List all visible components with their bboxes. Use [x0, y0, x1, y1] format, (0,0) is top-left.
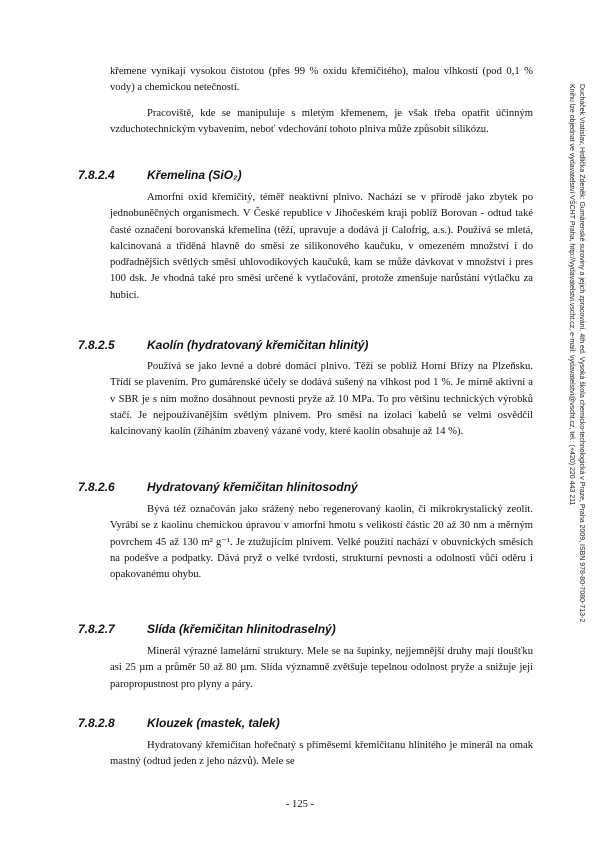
section-title: Slída (křemičitan hlinitodraselný): [147, 622, 336, 636]
section-text-hlinitosodny: Bývá též označován jako srážený nebo regenerovaný kaolin, či mikrokrystalický zeolit. Vyrábí se z kaolinu chemickou úpravou v amorfní hmotu s velikostí částic 20 až 30 nm a měrným povrchem 45 až 130 m² g⁻¹. Je ztužujícím plnivem. Velké použití nachází v obuvnických směsích na podešve a podpatky. Dává pryž o velké tvrdosti, strukturní pevnosti a odolnosti vůči oděru i opakovanému ohybu.: [110, 504, 533, 581]
section-title: Křemelina (SiO₂): [147, 168, 242, 182]
section-title: Hydratovaný křemičitan hlinitosodný: [147, 480, 358, 494]
sidebar-order-info: Knihu lze objednat ve vydavatelství VŠCHT Praha, http://vydavatelstvi.vscht.cz, e-mail: vydavatelstvi@vscht.cz, tel.: (+420) 220 443 211: [568, 84, 575, 506]
section-number: 7.8.2.7: [78, 622, 115, 636]
copyright-sidebar: [560, 84, 586, 734]
sidebar-citation: Ducháček Vratislav, Hrdlička Zdeněk: Gumárenské suroviny a jejich zpracování. 4th ed. Vysoká škola chemicko-technologická v Praze, Praha 2009, ISBN 978-80-7080-713-2: [578, 84, 585, 623]
section-number: 7.8.2.8: [78, 716, 115, 730]
section-number: 7.8.2.5: [78, 338, 115, 352]
section-text-krenelina: Amorfní oxid křemičitý, téměř neaktivní plnivo. Nachází se v přírodě jako zbytek po jednobuněčných organismech. V České republice v Jihočeském kraji poblíž Borovan - odtud také časté označení borovanská křemelina (těží, upravuje a dodává ji Calofrig, a.s.). Používá se mletá, kalcinovaná a tříděná hlavně do směsí ze silikonového kaučuku, v omezeném množství i do podřadnějších světlých směsí uhlovodíkových kaučuků, kam se může dávkovat v množství i pres 100 dsk. Je vhodná také pro směsi určené k vytlačování, protože zmenšuje narůstání výtlačku za hubicí.: [110, 192, 533, 301]
section-heading-kaolin: [78, 338, 368, 352]
section-title: Klouzek (mastek, talek): [147, 716, 280, 730]
section-heading-klouzek: [78, 716, 280, 730]
section-title: Kaolín (hydratovaný křemičitan hlinitý): [147, 338, 369, 352]
paragraph-quartz-purity: křemene vynikají vysokou čistotou (přes 99 % oxidu křemičitého), malou vlhkostí (pod 0,1 % vody) a chemickou netečností.: [110, 66, 533, 94]
page-number: - 125 -: [285, 799, 315, 810]
section-text-slida: Minerál výrazné lamelární struktury. Mele se na šupinky, nejjemnější druhy mají tloušťku asi 25 µm a průměr 50 až 80 µm. Slída významně zvětšuje tepelnou odolnost pryže a snižuje její paropropustnost pro plyny a páry.: [110, 646, 533, 690]
section-number: 7.8.2.6: [78, 480, 115, 494]
section-number: 7.8.2.4: [78, 168, 115, 182]
paragraph-quartz-silicosis: Pracoviště, kde se manipuluje s mletým křemenem, je však třeba opatřit účinným vzduchotechnickým vybavením, neboť vdechování tohoto plniva může způsobit silikózu.: [110, 108, 533, 136]
section-text-kaolin: Používá se jako levné a dobré domácí plnivo. Těží se poblíž Horní Břízy na Plzeňsku. Třídí se plavením. Pro gumárenské účely se dodává sušený na vlhkost pod 1 %. Je mírně aktivní a v SBR je s ním možno dosáhnout pevnosti pryže až 10 MPa. To pro většinu technických výrobků stačí. Je nejpoužívanějším světlým plnivem. Pro směsi na izolaci kabelů se velmi osvědčil kalcinovaný kaolín (žíháním zbavený vázané vody, které kaolín obsahuje až 14 %).: [110, 361, 533, 438]
section-heading-hlinitosodny: [78, 480, 358, 494]
section-heading-slida: [78, 622, 336, 636]
section-heading-krenelina: [78, 168, 242, 182]
section-text-klouzek: Hydratovaný křemičitan hořečnatý s příměsemi křemičitanu hlinitého je minerál na omak mastný (odtud jeden z jeho názvů). Mele se: [110, 740, 533, 768]
